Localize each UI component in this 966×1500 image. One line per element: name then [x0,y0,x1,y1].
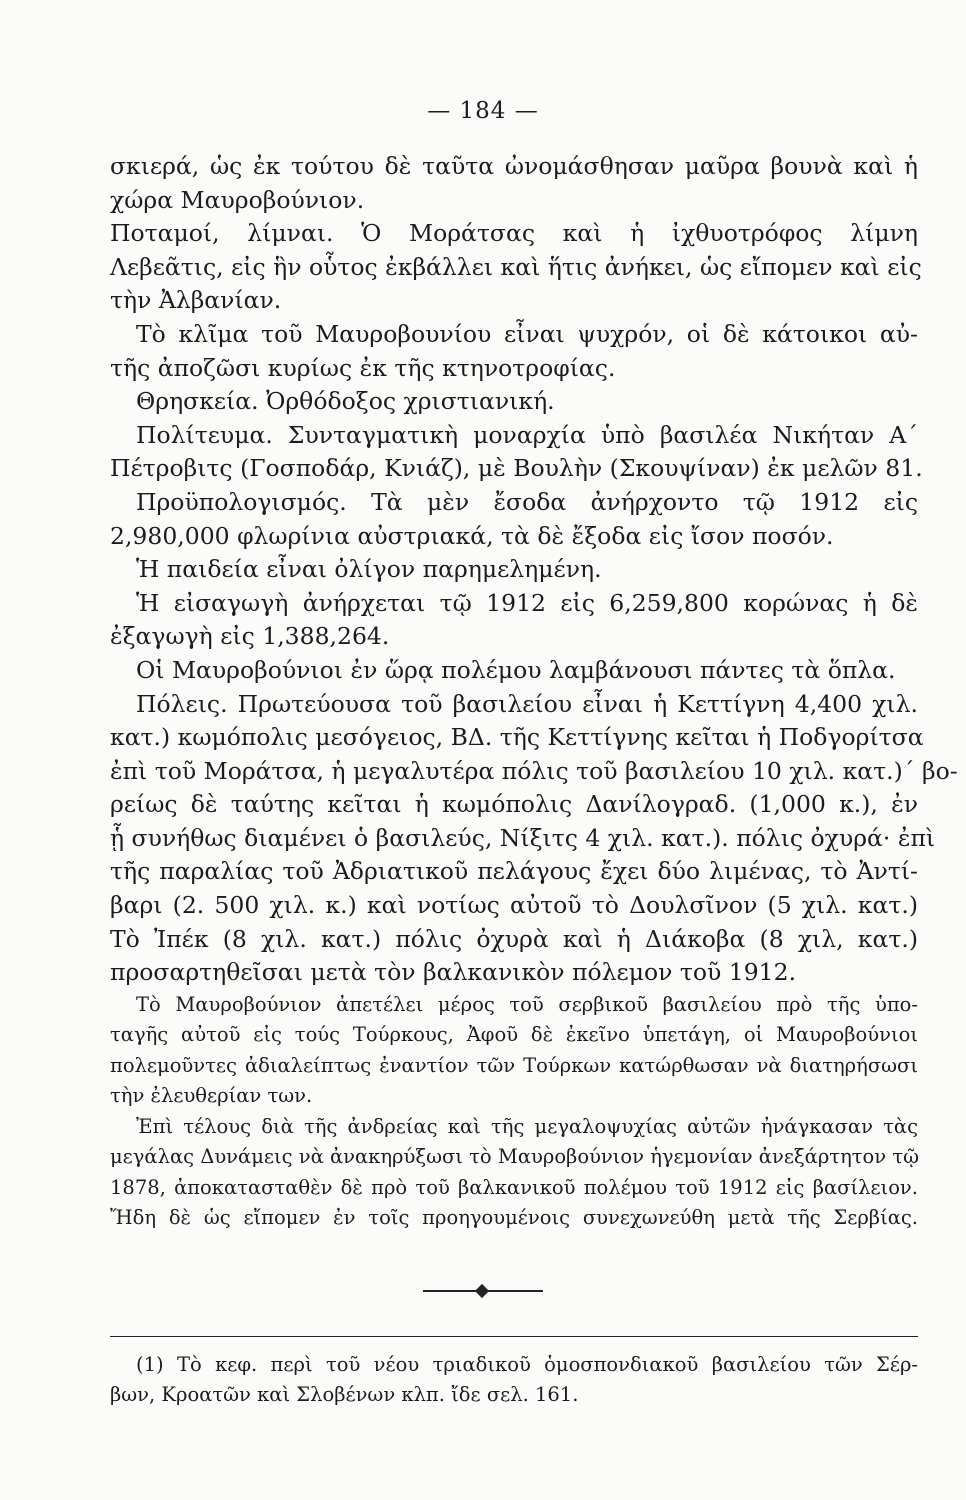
small-text-line: Ἐπὶ τέλους διὰ τῆς ἀνδρείας καὶ τῆς μεγαλοψυχίας αὐτῶν ἠνάγκασαν τὰς [136,1114,918,1138]
text-line: Πόλεις. Πρωτεύουσα τοῦ βασιλείου εἶναι ἡ Κεττίγνη 4,400 χιλ. [136,689,918,718]
small-text-line: Ἤδη δὲ ὡς εἴπομεν ἐν τοῖς προηγουμένοις συνεχωνεύθη μετὰ τῆς Σερβίας. [110,1206,918,1230]
text-line: χώρα Μαυροβούνιον. [110,185,365,214]
footnote [110,1350,918,1410]
text-line: σκιερά, ὡς ἐκ τούτου δὲ ταῦτα ὠνομάσθησαν μαῦρα βουνὰ καὶ ἡ [110,152,918,180]
text-line: Πέτροβιτς (Γοσποδάρ, Κνιάζ), μὲ Βουλὴν (Σκουψίναν) ἐκ μελῶν 81. [110,454,923,483]
text-line: Ποταμοί, λίμναι. Ὁ Μοράτσας καὶ ἡ ἰχθυοτρόφος λίμνη [110,219,918,248]
small-text-line: τὴν ἐλευθερίαν των. [110,1084,313,1108]
text-line: ἐπὶ τοῦ Μοράτσα, ἡ μεγαλυτέρα πόλις τοῦ βασιλείου 10 χιλ. κατ.)΄ βο- [110,756,958,785]
text-line: ἐξαγωγὴ εἰς 1,388,264. [110,622,390,651]
footnote-divider [110,1336,918,1337]
text-line: ᾗ συνήθως διαμένει ὁ βασιλεύς, Νίξιτς 4 χιλ. κατ.). πόλις ὀχυρά· ἐπὶ [110,823,936,852]
text-line: βαρι (2. 500 χιλ. κ.) καὶ νοτίως αὐτοῦ τὸ Δουλσῖνον (5 χιλ. κατ.) [110,891,918,920]
text-line: Προϋπολογισμός. Τὰ μὲν ἔσοδα ἀνήρχοντο τῷ 1912 εἰς [136,487,918,516]
text-line: τὴν Ἀλβανίαν. [110,286,282,315]
main-text [110,150,958,1234]
text-line: 2,980,000 φλωρίνια αὐστριακά, τὰ δὲ ἔξοδα εἰς ἴσον ποσόν. [110,521,834,550]
text-line: κατ.) κωμόπολις μεσόγειος, ΒΔ. τῆς Κεττίγνης κεῖται ἡ Ποδγορίτσα [110,723,924,752]
text-line: τῆς ἀποζῶσι κυρίως ἐκ τῆς κτηνοτροφίας. [110,353,616,382]
text-line: Πολίτευμα. Συνταγματικὴ μοναρχία ὑπὸ βασιλέα Νικήταν Α΄ [136,420,918,449]
footnote-line: βων, Κροατῶν καὶ Σλοβένων κλπ. ἴδε σελ. 161. [110,1383,579,1406]
text-line: Θρησκεία. Ὀρθόδοξος χριστιανική. [136,387,555,416]
text-line: Τὸ Ἰπέκ (8 χιλ. κατ.) πόλις ὀχυρὰ καὶ ἡ Διάκοβα (8 χιλ, κατ.) [110,924,918,953]
text-line: Ἡ εἰσαγωγὴ ἀνήρχεται τῷ 1912 εἰς 6,259,800 κορώνας ἡ δὲ [136,588,918,617]
small-text-line: 1878, ἀποκατασταθὲν δὲ πρὸ τοῦ βαλκανικοῦ πολέμου τοῦ 1912 εἰς βασίλειον. [110,1175,918,1199]
footnote-line: (1) Τὸ κεφ. περὶ τοῦ νέου τριαδικοῦ ὁμοσπονδιακοῦ βασιλείου τῶν Σέρ- [136,1353,918,1376]
text-line: τῆς παραλίας τοῦ Ἀδριατικοῦ πελάγους ἔχει δύο λιμένας, τὸ Ἀντί- [110,857,918,886]
small-text-line: πολεμοῦντες ἀδιαλείπτως ἐναντίον τῶν Τούρκων κατώρθωσαν νὰ διατηρήσωσι [110,1053,918,1077]
ornament-rule [423,1290,543,1292]
text-line: προσαρτηθεῖσαι μετὰ τὸν βαλκανικὸν πόλεμον τοῦ 1912. [110,958,797,987]
page-number: — 184 — [427,98,539,124]
text-line: Οἱ Μαυροβούνιοι ἐν ὥρᾳ πολέμου λαμβάνουσι πάντες τὰ ὅπλα. [136,655,896,684]
text-line: ρείως δὲ ταύτης κεῖται ἡ κωμόπολις Δανίλογραδ. (1,000 κ.), ἐν [110,790,918,819]
small-text-line: ταγῆς αὐτοῦ εἰς τούς Τούρκους, Ἀφοῦ δὲ ἐκεῖνο ὑπετάγη, οἱ Μαυροβούνιοι [110,1023,918,1047]
text-line: Ἡ παιδεία εἶναι ὀλίγον παρημελημένη. [136,555,602,584]
text-line: Τὸ κλῖμα τοῦ Μαυροβουνίου εἶναι ψυχρόν, οἱ δὲ κάτοικοι αὐ- [136,319,918,348]
section-ornament [0,1290,966,1292]
text-line: Λεβεᾶτις, εἰς ἣν οὗτος ἐκβάλλει καὶ ἥτις ἀνήκει, ὡς εἴπομεν καὶ εἰς [110,252,922,281]
small-text-line: Τὸ Μαυροβούνιον ἀπετέλει μέρος τοῦ σερβικοῦ βασιλείου πρὸ τῆς ὑπο- [136,992,918,1016]
small-text-line: μεγάλας Δυνάμεις νὰ ἀνακηρύξωσι τὸ Μαυροβούνιον ἡγεμονίαν ἀνεξάρτητον τῷ [110,1145,920,1169]
